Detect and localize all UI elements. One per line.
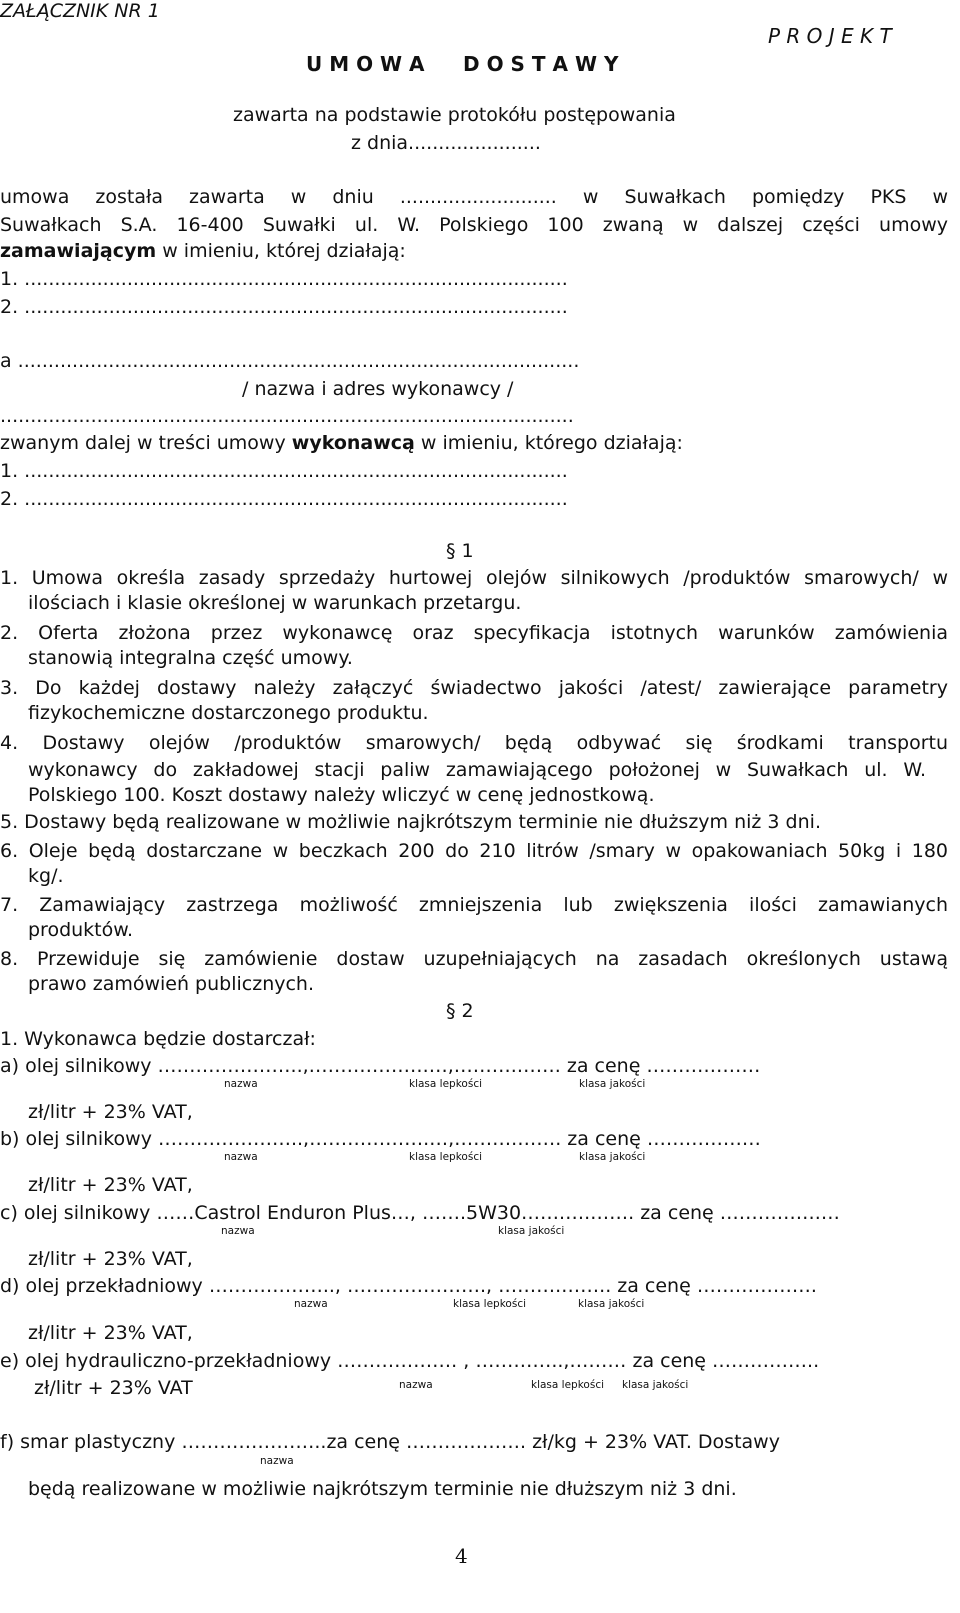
s1-item-6-line-2: kg/. — [28, 865, 64, 887]
s2-item-a-caption-quality: klasa jakości — [579, 1078, 646, 1090]
s2-item-c-caption-name: nazwa — [221, 1225, 255, 1237]
s1-item-3-line-2: fizykochemiczne dostarczonego produktu. — [28, 702, 429, 724]
s2-item-a-caption-name: nazwa — [224, 1078, 258, 1090]
s2-item-c-price: zł/litr + 23% VAT, — [28, 1248, 193, 1270]
s2-item-f: f) smar plastyczny …………………..za cenę ………………. zł/kg + 23% VAT. Dostawy — [0, 1431, 780, 1453]
contract-title-left: U M O W A — [306, 52, 425, 76]
contractor-dots-line: ............................................................................................... — [0, 405, 574, 427]
contractor-term: wykonawcą — [291, 432, 415, 454]
s2-item-e-caption-viscosity: klasa lepkości — [531, 1379, 605, 1391]
annex-label: ZAŁĄCZNIK NR 1 — [0, 0, 160, 22]
s2-item-d-caption-name: nazwa — [294, 1298, 328, 1310]
contract-title-right: D O S T A W Y — [463, 52, 619, 76]
s1-item-8-line-1: 8. Przewiduje się zamówienie dostaw uzupełniających na zasadach określonych ustawą — [0, 948, 948, 970]
intro-line-1: umowa została zawarta w dniu .......................... w Suwałkach pomiędzy PKS w — [0, 186, 948, 208]
s1-item-2-line-1: 2. Oferta złożona przez wykonawcę oraz specyfikacja istotnych warunków zamówienia — [0, 622, 948, 644]
intro-line-2: Suwałkach S.A. 16-400 Suwałki ul. W. Polskiego 100 zwaną w dalszej części umowy — [0, 214, 948, 236]
section-2-heading: § 2 — [446, 1000, 474, 1022]
s1-item-8-line-2: prawo zamówień publicznych. — [28, 973, 315, 995]
s1-item-7-line-1: 7. Zamawiający zastrzega możliwość zmniejszenia lub zwiększenia ilości zamawianych — [0, 894, 948, 916]
s2-item-a-price: zł/litr + 23% VAT, — [28, 1101, 193, 1123]
s1-item-1-line-2: ilościach i klasie określonej w warunkach przetargu. — [28, 592, 522, 614]
s1-item-1-line-1: 1. Umowa określa zasady sprzedaży hurtowej olejów silnikowych /produktów smarowych/ w — [0, 567, 948, 589]
page-number: 4 — [455, 1544, 468, 1568]
s1-item-4-line-1: 4. Dostawy olejów /produktów smarowych/ będą odbywać się środkami transportu — [0, 732, 948, 754]
s2-item-b-caption-viscosity: klasa lepkości — [409, 1151, 483, 1163]
contractor-representative-2: 2. .......................................................................................... — [0, 488, 568, 510]
draft-label: P R O J E K T — [768, 24, 892, 48]
s2-item-e-caption-name: nazwa — [399, 1379, 433, 1391]
s2-item-c: c) olej silnikowy ……Castrol Enduron Plus…, …….5W30…….….……. za cenę …………….… — [0, 1202, 840, 1224]
intro-line-4-pre: zwanym dalej w treści umowy — [0, 432, 292, 454]
s2-item-f-caption-name: nazwa — [260, 1455, 294, 1467]
s2-item-b-price: zł/litr + 23% VAT, — [28, 1174, 193, 1196]
s2-final-line: będą realizowane w możliwie najkrótszym terminie nie dłuższym niż 3 dni. — [28, 1478, 737, 1500]
intro-line-3-rest: w imieniu, której działają: — [156, 240, 406, 262]
orderer-representative-1: 1. .......................................................................................... — [0, 268, 568, 290]
s1-item-7-line-2: produktów. — [28, 919, 134, 941]
s2-item-c-caption-quality: klasa jakości — [498, 1225, 565, 1237]
subtitle-line-2: z dnia...................... — [351, 132, 541, 154]
section-1-heading: § 1 — [446, 540, 474, 562]
s2-item-e: e) olej hydrauliczno-przekładniowy ………………. , …………..,……… za cenę …………….. — [0, 1350, 820, 1372]
intro-line-3 — [0, 240, 406, 262]
s1-item-2-line-2: stanowią integralna część umowy. — [28, 647, 353, 669]
s1-item-6-line-1: 6. Oleje będą dostarczane w beczkach 200 do 210 litrów /smary w opakowaniach 50kg i 180 — [0, 840, 948, 862]
s1-item-5-line-1: 5. Dostawy będą realizowane w możliwie najkrótszym terminie nie dłuższym niż 3 dni. — [0, 811, 821, 833]
s2-item-b-caption-quality: klasa jakości — [579, 1151, 646, 1163]
orderer-representative-2: 2. .......................................................................................... — [0, 296, 568, 318]
s2-item-d: d) olej przekładniowy ……………….., …………………., ……….…….. za cenę ………………. — [0, 1275, 817, 1297]
s2-item-b-caption-name: nazwa — [224, 1151, 258, 1163]
s1-item-4-line-2: wykonawcy do zakładowej stacji paliw zamawiającego położonej w Suwałkach ul. W. — [28, 759, 926, 781]
s2-item-e-price: zł/litr + 23% VAT — [34, 1377, 193, 1399]
s1-item-3-line-1: 3. Do każdej dostawy należy załączyć świadectwo jakości /atest/ zawierające parametry — [0, 677, 948, 699]
s2-item-a: a) olej silnikowy …………………..,……………….…,……….……. za cenę ……………… — [0, 1055, 761, 1077]
contractor-caption: / nazwa i adres wykonawcy / — [242, 378, 514, 400]
s2-item-d-price: zł/litr + 23% VAT, — [28, 1322, 193, 1344]
s2-item-a-caption-viscosity: klasa lepkości — [409, 1078, 483, 1090]
intro-line-4 — [0, 432, 683, 454]
intro-line-4-post: w imieniu, którego działają: — [414, 432, 683, 454]
s2-item-d-caption-viscosity: klasa lepkości — [453, 1298, 527, 1310]
contractor-line: a ............................................................................................. — [0, 350, 580, 372]
s2-item-e-caption-quality: klasa jakości — [622, 1379, 689, 1391]
s1-item-4-line-3: Polskiego 100. Koszt dostawy należy wliczyć w cenę jednostkową. — [28, 784, 655, 806]
subtitle-line-1: zawarta na podstawie protokółu postępowania — [233, 104, 676, 126]
s2-item-d-caption-quality: klasa jakości — [578, 1298, 645, 1310]
contractor-representative-1: 1. .......................................................................................... — [0, 460, 568, 482]
s2-item-b: b) olej silnikowy …………………..,……………….…,……….……. za cenę ……………… — [0, 1128, 761, 1150]
s2-intro: 1. Wykonawca będzie dostarczał: — [0, 1028, 316, 1050]
orderer-term: zamawiającym — [0, 240, 157, 262]
